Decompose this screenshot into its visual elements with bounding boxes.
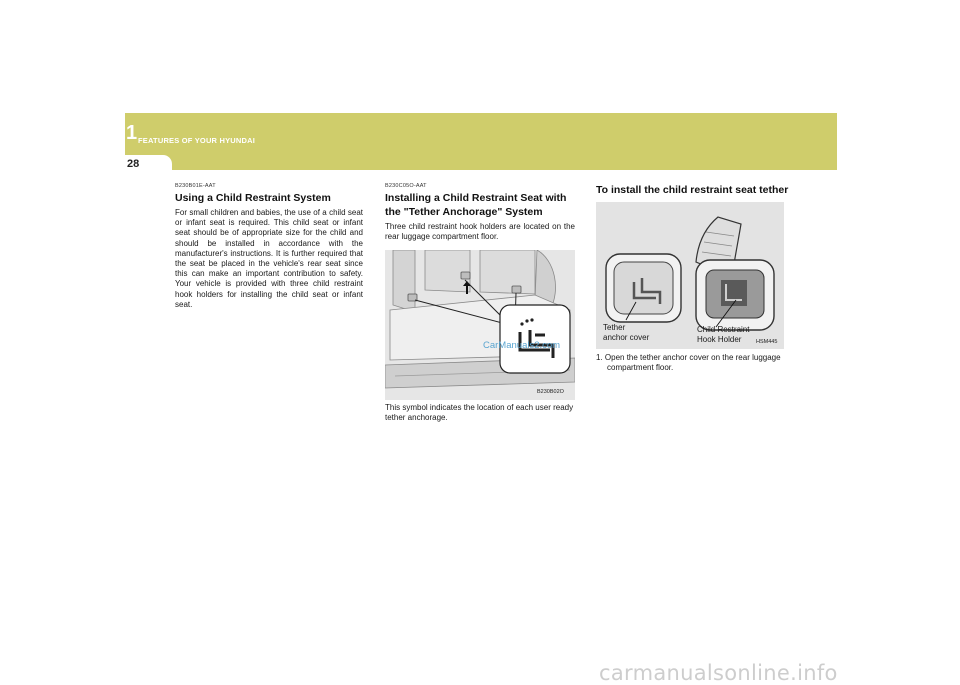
section-code: B230B01E-AAT — [175, 183, 216, 189]
image-caption-block — [385, 403, 575, 423]
label-line: Hook Holder — [697, 334, 742, 344]
watermark: CarManuals2.com — [483, 340, 561, 351]
section-heading: To install the child restraint seat tether — [596, 184, 789, 196]
label-line: Child Restraint — [697, 325, 750, 334]
section-tether-anchorage — [385, 183, 575, 242]
chapter-header-band — [125, 113, 837, 170]
label-line: Tether — [603, 323, 626, 332]
label-line: anchor cover — [603, 332, 650, 342]
tether-anchor-cover-label — [603, 323, 649, 342]
step-list — [596, 353, 784, 373]
section-heading: Using a Child Restraint System — [175, 192, 331, 204]
section-code: B230C05O-AAT — [385, 183, 427, 189]
tether-cover-illustration — [596, 202, 784, 349]
section-heading: Installing a Child Restraint Seat with the "Tether Anchorage" System — [385, 192, 567, 218]
section-body: For small children and babies, the use of a child seat or infant seat is required. This child seat or infant seat should be of appropriate size for the child and should be installed in accordance with the manufacturer's instructions. It is further required that the seat be placed in the vehicle's rear seat since this can make an important contribution to safety. Your vehicle is provided with three child restraint hook holders for installing the child seat or infant seat. — [175, 208, 363, 309]
image-caption: This symbol indicates the location of each user ready tether anchorage. — [385, 403, 574, 423]
section-body: Three child restraint hook holders are located on the rear luggage compartment floor. — [385, 222, 575, 242]
page-number: 28 — [127, 158, 140, 170]
luggage-floor-drawing — [385, 250, 575, 400]
step-1: 1. Open the tether anchor cover on the rear luggage compartment floor. — [596, 353, 781, 373]
footer-site-link[interactable]: carmanualsonline.info — [599, 661, 838, 685]
luggage-compartment-illustration — [385, 250, 575, 400]
image-code: HSM445 — [756, 339, 778, 345]
section-child-restraint — [175, 183, 363, 310]
image-code: B230B02O — [537, 389, 564, 395]
hook-holder-label — [697, 325, 749, 344]
chapter-number: 1 — [126, 122, 138, 144]
chapter-title: FEATURES OF YOUR HYUNDAI — [138, 136, 256, 145]
section-install-tether — [596, 184, 796, 197]
